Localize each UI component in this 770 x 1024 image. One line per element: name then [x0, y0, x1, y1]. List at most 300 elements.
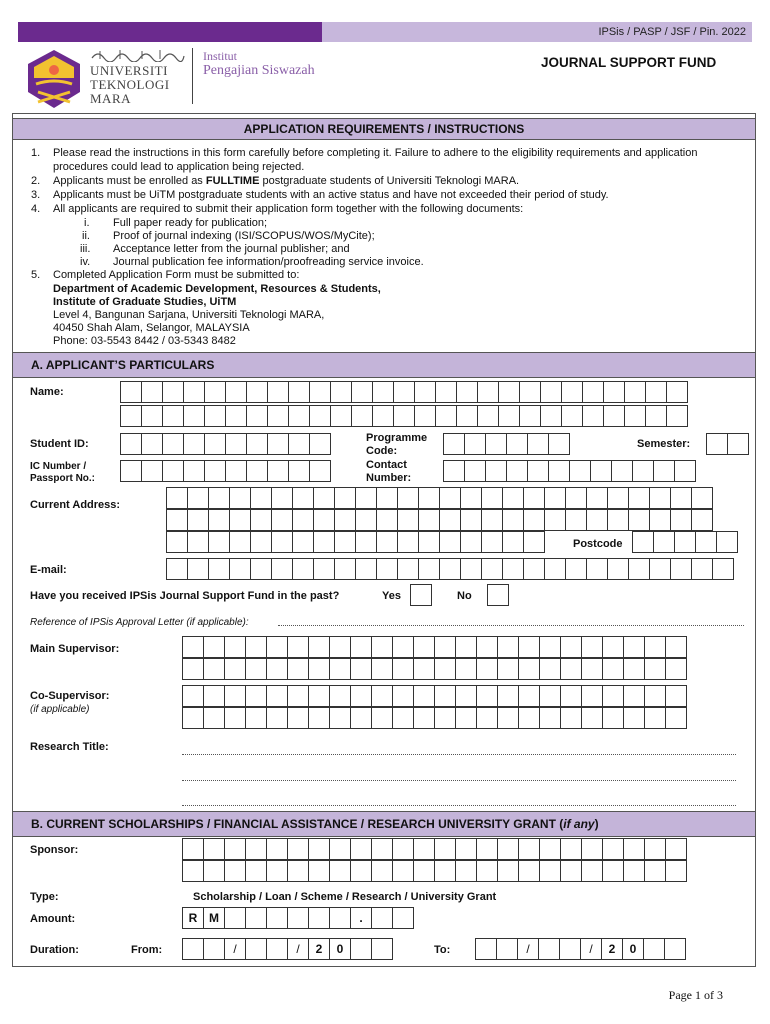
input-box[interactable] [581, 860, 603, 882]
input-box[interactable] [481, 509, 503, 531]
input-box[interactable] [560, 685, 582, 707]
input-box[interactable] [350, 685, 372, 707]
input-box[interactable] [477, 381, 499, 403]
input-box[interactable] [267, 460, 289, 482]
input-box[interactable] [487, 584, 509, 606]
input-box[interactable] [351, 381, 373, 403]
amount-box[interactable] [392, 907, 414, 929]
input-box[interactable] [414, 405, 436, 427]
input-box[interactable] [203, 685, 225, 707]
name-boxes-row2[interactable] [120, 405, 687, 427]
input-box[interactable] [397, 487, 419, 509]
input-box[interactable] [418, 531, 440, 553]
input-box[interactable] [581, 658, 603, 680]
input-box[interactable] [250, 531, 272, 553]
input-box[interactable] [120, 460, 142, 482]
input-box[interactable] [309, 405, 331, 427]
input-box[interactable] [602, 658, 624, 680]
input-box[interactable] [498, 405, 520, 427]
input-box[interactable] [548, 433, 570, 455]
input-box[interactable] [561, 381, 583, 403]
input-box[interactable] [519, 405, 541, 427]
date-box[interactable] [643, 938, 665, 960]
input-box[interactable] [644, 707, 666, 729]
input-box[interactable] [182, 838, 204, 860]
input-box[interactable] [313, 558, 335, 580]
name-boxes-row1[interactable] [120, 381, 687, 403]
ic-number-boxes[interactable] [120, 460, 330, 482]
input-box[interactable] [246, 405, 268, 427]
input-box[interactable] [665, 658, 687, 680]
input-box[interactable] [624, 405, 646, 427]
input-box[interactable] [602, 707, 624, 729]
input-box[interactable] [623, 685, 645, 707]
amount-box[interactable]: . [350, 907, 372, 929]
input-box[interactable] [476, 707, 498, 729]
input-box[interactable] [392, 838, 414, 860]
amount-box[interactable]: R [182, 907, 204, 929]
input-box[interactable] [245, 636, 267, 658]
date-box[interactable] [350, 938, 372, 960]
from-date-boxes[interactable] [182, 938, 392, 960]
input-box[interactable] [245, 685, 267, 707]
reference-line[interactable] [278, 625, 744, 626]
input-box[interactable] [414, 381, 436, 403]
input-box[interactable] [674, 531, 696, 553]
input-box[interactable] [586, 509, 608, 531]
input-box[interactable] [603, 381, 625, 403]
research-title-line3[interactable] [182, 805, 736, 806]
input-box[interactable] [435, 381, 457, 403]
no-checkbox[interactable] [487, 584, 508, 606]
input-box[interactable] [182, 860, 204, 882]
input-box[interactable] [623, 707, 645, 729]
input-box[interactable] [271, 509, 293, 531]
input-box[interactable] [288, 381, 310, 403]
input-box[interactable] [439, 509, 461, 531]
input-box[interactable] [271, 487, 293, 509]
input-box[interactable] [288, 405, 310, 427]
input-box[interactable] [224, 838, 246, 860]
input-box[interactable] [250, 558, 272, 580]
input-box[interactable] [355, 487, 377, 509]
input-box[interactable] [246, 460, 268, 482]
input-box[interactable] [334, 531, 356, 553]
input-box[interactable] [187, 487, 209, 509]
input-box[interactable] [308, 685, 330, 707]
input-box[interactable] [502, 509, 524, 531]
input-box[interactable] [166, 558, 188, 580]
input-box[interactable] [624, 381, 646, 403]
input-box[interactable] [141, 405, 163, 427]
input-box[interactable] [498, 381, 520, 403]
input-box[interactable] [518, 707, 540, 729]
input-box[interactable] [455, 838, 477, 860]
input-box[interactable] [665, 707, 687, 729]
input-box[interactable] [204, 405, 226, 427]
amount-box[interactable] [224, 907, 246, 929]
input-box[interactable] [581, 707, 603, 729]
input-box[interactable] [266, 658, 288, 680]
date-box[interactable] [538, 938, 560, 960]
input-box[interactable] [120, 381, 142, 403]
input-box[interactable] [665, 838, 687, 860]
input-box[interactable] [271, 531, 293, 553]
input-box[interactable] [523, 487, 545, 509]
input-box[interactable] [695, 531, 717, 553]
input-box[interactable] [313, 509, 335, 531]
input-box[interactable] [371, 707, 393, 729]
input-box[interactable] [464, 433, 486, 455]
input-box[interactable] [266, 860, 288, 882]
input-box[interactable] [644, 838, 666, 860]
input-box[interactable] [204, 381, 226, 403]
input-box[interactable] [393, 405, 415, 427]
postcode-boxes[interactable] [632, 531, 737, 553]
input-box[interactable] [548, 460, 570, 482]
input-box[interactable] [581, 838, 603, 860]
input-box[interactable] [586, 487, 608, 509]
input-box[interactable] [208, 487, 230, 509]
input-box[interactable] [582, 405, 604, 427]
input-box[interactable] [292, 531, 314, 553]
input-box[interactable] [644, 685, 666, 707]
input-box[interactable] [481, 558, 503, 580]
input-box[interactable] [250, 509, 272, 531]
input-box[interactable] [716, 531, 738, 553]
input-box[interactable] [266, 636, 288, 658]
input-box[interactable] [355, 558, 377, 580]
input-box[interactable] [418, 487, 440, 509]
input-box[interactable] [611, 460, 633, 482]
input-box[interactable] [628, 509, 650, 531]
main-supervisor-boxes-row1[interactable] [182, 636, 686, 658]
input-box[interactable] [245, 658, 267, 680]
input-box[interactable] [371, 685, 393, 707]
input-box[interactable] [308, 707, 330, 729]
input-box[interactable] [727, 433, 749, 455]
input-box[interactable] [329, 658, 351, 680]
input-box[interactable] [712, 558, 734, 580]
input-box[interactable] [455, 685, 477, 707]
input-box[interactable] [287, 860, 309, 882]
amount-box[interactable] [245, 907, 267, 929]
input-box[interactable] [560, 860, 582, 882]
input-box[interactable] [476, 838, 498, 860]
input-box[interactable] [187, 558, 209, 580]
input-box[interactable] [355, 531, 377, 553]
input-box[interactable] [581, 636, 603, 658]
input-box[interactable] [203, 636, 225, 658]
input-box[interactable] [455, 658, 477, 680]
input-box[interactable] [539, 838, 561, 860]
input-box[interactable] [267, 381, 289, 403]
input-box[interactable] [523, 531, 545, 553]
sponsor-boxes-row2[interactable] [182, 860, 686, 882]
input-box[interactable] [628, 487, 650, 509]
input-box[interactable] [435, 405, 457, 427]
input-box[interactable] [455, 636, 477, 658]
input-box[interactable] [544, 558, 566, 580]
input-box[interactable] [434, 860, 456, 882]
input-box[interactable] [485, 433, 507, 455]
input-box[interactable] [287, 658, 309, 680]
input-box[interactable] [371, 658, 393, 680]
input-box[interactable] [565, 509, 587, 531]
input-box[interactable] [203, 658, 225, 680]
input-box[interactable] [245, 707, 267, 729]
input-box[interactable] [518, 860, 540, 882]
input-box[interactable] [502, 487, 524, 509]
input-box[interactable] [481, 487, 503, 509]
input-box[interactable] [313, 531, 335, 553]
input-box[interactable] [288, 460, 310, 482]
input-box[interactable] [434, 636, 456, 658]
input-box[interactable] [330, 381, 352, 403]
input-box[interactable] [372, 405, 394, 427]
semester-boxes[interactable] [706, 433, 748, 455]
amount-box[interactable] [371, 907, 393, 929]
input-box[interactable] [392, 685, 414, 707]
input-box[interactable] [392, 707, 414, 729]
input-box[interactable] [670, 487, 692, 509]
input-box[interactable] [309, 433, 331, 455]
input-box[interactable] [329, 838, 351, 860]
input-box[interactable] [644, 860, 666, 882]
input-box[interactable] [544, 509, 566, 531]
input-box[interactable] [455, 707, 477, 729]
input-box[interactable] [229, 487, 251, 509]
input-box[interactable] [224, 658, 246, 680]
input-box[interactable] [224, 860, 246, 882]
date-box[interactable] [496, 938, 518, 960]
input-box[interactable] [649, 487, 671, 509]
input-box[interactable] [434, 658, 456, 680]
input-box[interactable] [476, 685, 498, 707]
input-box[interactable] [623, 838, 645, 860]
input-box[interactable] [292, 509, 314, 531]
sponsor-boxes-row1[interactable] [182, 838, 686, 860]
input-box[interactable] [497, 860, 519, 882]
input-box[interactable] [418, 509, 440, 531]
input-box[interactable] [497, 658, 519, 680]
input-box[interactable] [653, 531, 675, 553]
input-box[interactable] [649, 558, 671, 580]
input-box[interactable] [581, 685, 603, 707]
input-box[interactable] [225, 405, 247, 427]
input-box[interactable] [182, 658, 204, 680]
input-box[interactable] [518, 685, 540, 707]
input-box[interactable] [481, 531, 503, 553]
input-box[interactable] [523, 509, 545, 531]
input-box[interactable] [560, 658, 582, 680]
input-box[interactable] [120, 405, 142, 427]
input-box[interactable] [518, 636, 540, 658]
input-box[interactable] [397, 531, 419, 553]
input-box[interactable] [329, 685, 351, 707]
input-box[interactable] [560, 838, 582, 860]
input-box[interactable] [371, 838, 393, 860]
input-box[interactable] [439, 558, 461, 580]
input-box[interactable] [666, 405, 688, 427]
input-box[interactable] [267, 433, 289, 455]
input-box[interactable] [183, 381, 205, 403]
input-box[interactable] [271, 558, 293, 580]
input-box[interactable] [497, 838, 519, 860]
input-box[interactable] [464, 460, 486, 482]
input-box[interactable] [476, 658, 498, 680]
input-box[interactable] [628, 558, 650, 580]
input-box[interactable] [246, 381, 268, 403]
input-box[interactable] [670, 558, 692, 580]
input-box[interactable] [502, 558, 524, 580]
input-box[interactable] [308, 860, 330, 882]
input-box[interactable] [329, 707, 351, 729]
input-box[interactable] [355, 509, 377, 531]
input-box[interactable] [653, 460, 675, 482]
input-box[interactable] [334, 509, 356, 531]
input-box[interactable] [506, 433, 528, 455]
input-box[interactable] [166, 531, 188, 553]
date-box[interactable] [203, 938, 225, 960]
input-box[interactable] [313, 487, 335, 509]
input-box[interactable] [413, 636, 435, 658]
input-box[interactable] [183, 433, 205, 455]
input-box[interactable] [434, 707, 456, 729]
input-box[interactable] [266, 838, 288, 860]
input-box[interactable] [418, 558, 440, 580]
input-box[interactable] [645, 405, 667, 427]
input-box[interactable] [166, 509, 188, 531]
input-box[interactable] [141, 433, 163, 455]
amount-box[interactable] [308, 907, 330, 929]
input-box[interactable] [392, 860, 414, 882]
address-boxes-row3[interactable] [166, 531, 544, 553]
input-box[interactable] [561, 405, 583, 427]
research-title-line1[interactable] [182, 754, 736, 755]
input-box[interactable] [670, 509, 692, 531]
input-box[interactable] [250, 487, 272, 509]
input-box[interactable] [287, 636, 309, 658]
input-box[interactable] [485, 460, 507, 482]
input-box[interactable] [434, 838, 456, 860]
input-box[interactable] [560, 707, 582, 729]
input-box[interactable] [225, 433, 247, 455]
input-box[interactable] [245, 860, 267, 882]
input-box[interactable] [329, 860, 351, 882]
input-box[interactable] [603, 405, 625, 427]
input-box[interactable] [602, 838, 624, 860]
amount-box[interactable]: M [203, 907, 225, 929]
date-box[interactable] [371, 938, 393, 960]
input-box[interactable] [245, 838, 267, 860]
input-box[interactable] [460, 487, 482, 509]
input-box[interactable] [565, 558, 587, 580]
student-id-boxes[interactable] [120, 433, 330, 455]
input-box[interactable] [460, 558, 482, 580]
input-box[interactable] [392, 658, 414, 680]
input-box[interactable] [607, 487, 629, 509]
input-box[interactable] [586, 558, 608, 580]
input-box[interactable] [203, 838, 225, 860]
input-box[interactable] [518, 658, 540, 680]
input-box[interactable] [309, 381, 331, 403]
input-box[interactable] [182, 707, 204, 729]
input-box[interactable] [623, 860, 645, 882]
input-box[interactable] [632, 460, 654, 482]
input-box[interactable] [443, 433, 465, 455]
input-box[interactable] [287, 707, 309, 729]
input-box[interactable] [497, 685, 519, 707]
input-box[interactable] [539, 685, 561, 707]
input-box[interactable] [666, 381, 688, 403]
input-box[interactable] [308, 636, 330, 658]
input-box[interactable] [162, 460, 184, 482]
input-box[interactable] [439, 487, 461, 509]
input-box[interactable] [439, 531, 461, 553]
input-box[interactable] [665, 860, 687, 882]
input-box[interactable] [476, 636, 498, 658]
input-box[interactable] [203, 707, 225, 729]
input-box[interactable] [527, 460, 549, 482]
input-box[interactable] [246, 433, 268, 455]
input-box[interactable] [665, 685, 687, 707]
main-supervisor-boxes-row2[interactable] [182, 658, 686, 680]
input-box[interactable] [309, 460, 331, 482]
input-box[interactable] [292, 558, 314, 580]
input-box[interactable] [266, 707, 288, 729]
input-box[interactable] [413, 707, 435, 729]
input-box[interactable] [166, 487, 188, 509]
input-box[interactable] [208, 558, 230, 580]
input-box[interactable] [350, 636, 372, 658]
input-box[interactable] [476, 860, 498, 882]
date-box[interactable] [664, 938, 686, 960]
contact-number-boxes[interactable] [443, 460, 695, 482]
input-box[interactable] [334, 558, 356, 580]
input-box[interactable] [329, 636, 351, 658]
input-box[interactable] [351, 405, 373, 427]
input-box[interactable] [691, 509, 713, 531]
input-box[interactable] [267, 405, 289, 427]
input-box[interactable] [645, 381, 667, 403]
input-box[interactable] [183, 460, 205, 482]
input-box[interactable] [569, 460, 591, 482]
input-box[interactable] [607, 509, 629, 531]
input-box[interactable] [393, 381, 415, 403]
input-box[interactable] [443, 460, 465, 482]
input-box[interactable] [229, 531, 251, 553]
input-box[interactable] [455, 860, 477, 882]
input-box[interactable] [644, 636, 666, 658]
input-box[interactable] [410, 584, 432, 606]
input-box[interactable] [350, 658, 372, 680]
input-box[interactable] [204, 460, 226, 482]
input-box[interactable] [141, 460, 163, 482]
input-box[interactable] [182, 685, 204, 707]
input-box[interactable] [539, 636, 561, 658]
input-box[interactable] [208, 531, 230, 553]
input-box[interactable] [308, 658, 330, 680]
input-box[interactable] [141, 381, 163, 403]
input-box[interactable] [224, 685, 246, 707]
input-box[interactable] [287, 838, 309, 860]
input-box[interactable] [371, 860, 393, 882]
input-box[interactable] [544, 487, 566, 509]
input-box[interactable] [162, 405, 184, 427]
input-box[interactable] [644, 658, 666, 680]
input-box[interactable] [497, 707, 519, 729]
